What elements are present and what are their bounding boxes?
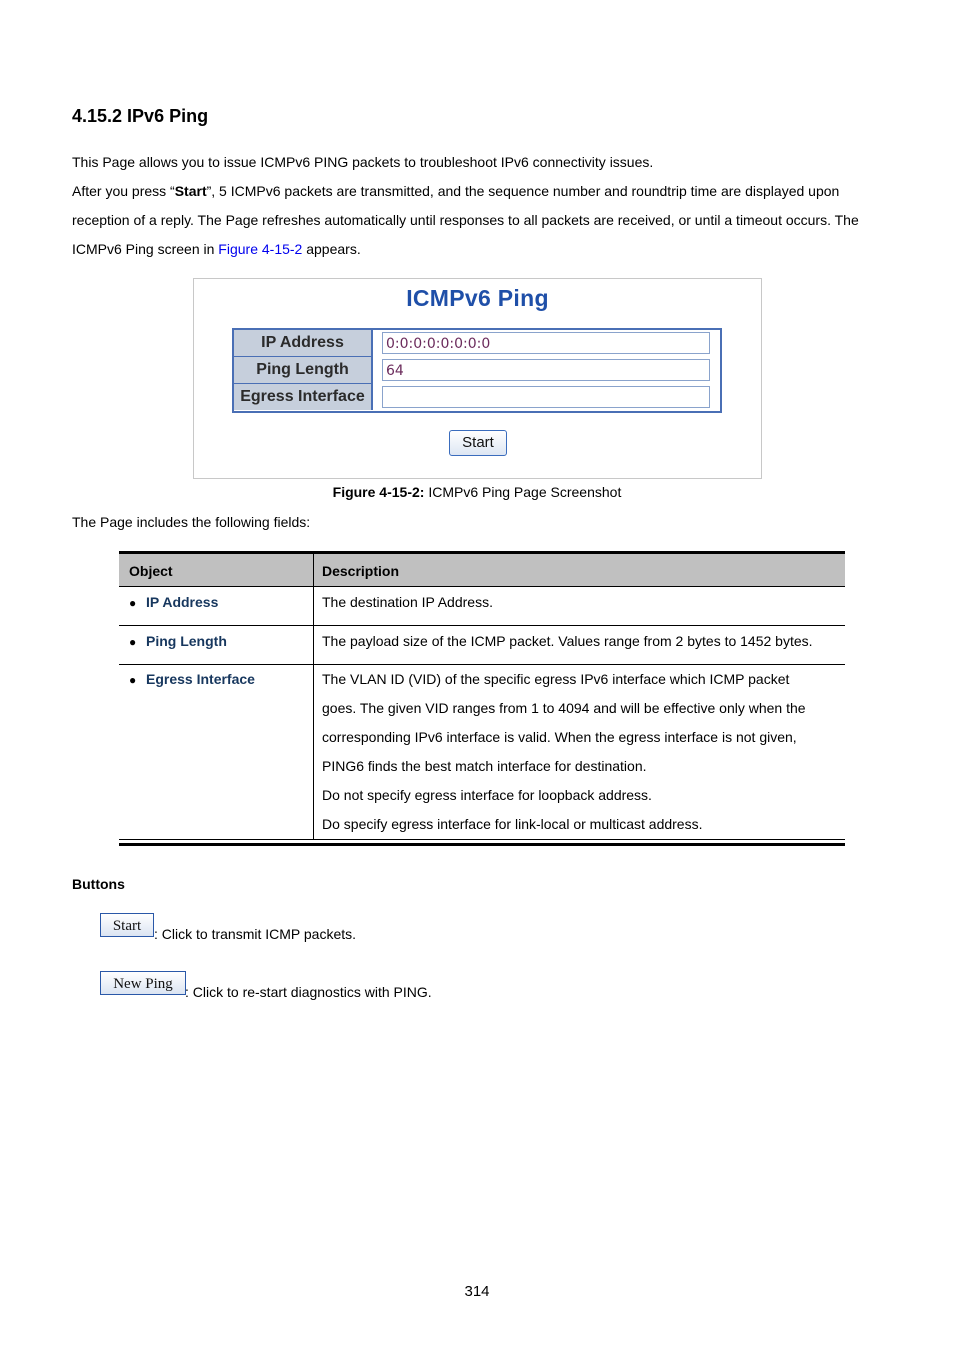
start-button[interactable]: Start	[449, 430, 507, 456]
intro-line-3: reception of a reply. The Page refreshes automatically until responses to all packets are received, or until a timeout occurs. The	[72, 212, 859, 228]
description-egress-interface: The VLAN ID (VID) of the specific egress IPv6 interface which ICMP packet goes. The given VID ranges from 1 to 4094 and will be effective only when the corresponding IPv6 interface is valid. When the egress interface is not given, PING6 finds the best match interface for destination. Do not specify egress interface for loopback address. Do specify egress interface for link-local or multicast address.	[322, 671, 806, 832]
screenshot-title: ICMPv6 Ping	[406, 285, 549, 311]
object-egress-interface: ● Egress Interface	[129, 671, 255, 687]
intro-line-1: This Page allows you to issue ICMPv6 PING packets to troubleshoot IPv6 connectivity issues.	[72, 154, 654, 170]
ip-address-row	[234, 330, 720, 357]
ping-length-input[interactable]: 64	[382, 359, 710, 381]
fields-table	[119, 551, 845, 846]
ping-length-row	[234, 357, 720, 384]
egress-interface-label: Egress Interface	[234, 384, 373, 410]
object-ip-address: ● IP Address	[129, 594, 219, 610]
object-ping-length: ● Ping Length	[129, 633, 227, 649]
table-row	[119, 587, 845, 626]
section-heading: 4.15.2 IPv6 Ping	[72, 106, 209, 126]
egress-interface-input[interactable]	[382, 386, 710, 408]
description-ping-length: The payload size of the ICMP packet. Values range from 2 bytes to 1452 bytes.	[322, 633, 813, 649]
new-ping-button-desc: : Click to re-start diagnostics with PING.	[185, 984, 432, 1000]
ping-form-table	[232, 328, 722, 413]
ping-length-label: Ping Length	[234, 357, 373, 384]
ip-address-input[interactable]: 0:0:0:0:0:0:0:0	[382, 332, 710, 354]
icmpv6-ping-screenshot	[193, 278, 762, 479]
start-button-desc: : Click to transmit ICMP packets.	[154, 926, 357, 942]
figure-link[interactable]: Figure 4-15-2	[218, 241, 303, 257]
header-description: Description	[322, 563, 400, 579]
egress-interface-row	[234, 384, 720, 411]
table-header	[119, 554, 845, 587]
table-row	[119, 665, 845, 839]
buttons-heading: Buttons	[72, 876, 125, 892]
ip-address-label: IP Address	[234, 330, 373, 357]
new-ping-button-sample[interactable]: New Ping	[100, 971, 186, 995]
page-number: 314	[464, 1283, 490, 1300]
table-row	[119, 626, 845, 665]
start-keyword: Start	[174, 183, 207, 199]
intro-line-4: ICMPv6 Ping screen in Figure 4-15-2 appears.	[72, 241, 361, 257]
description-ip-address: The destination IP Address.	[322, 594, 493, 610]
fields-intro: The Page includes the following fields:	[72, 514, 311, 530]
start-button-sample[interactable]: Start	[100, 913, 154, 937]
figure-caption: Figure 4-15-2: ICMPv6 Ping Page Screenshot	[332, 484, 622, 500]
header-object: Object	[129, 563, 173, 579]
table-bottom-rule	[119, 839, 845, 846]
intro-line-2: After you press “Start”, 5 ICMPv6 packets are transmitted, and the sequence number and roundtrip time are displayed upon	[72, 183, 840, 199]
